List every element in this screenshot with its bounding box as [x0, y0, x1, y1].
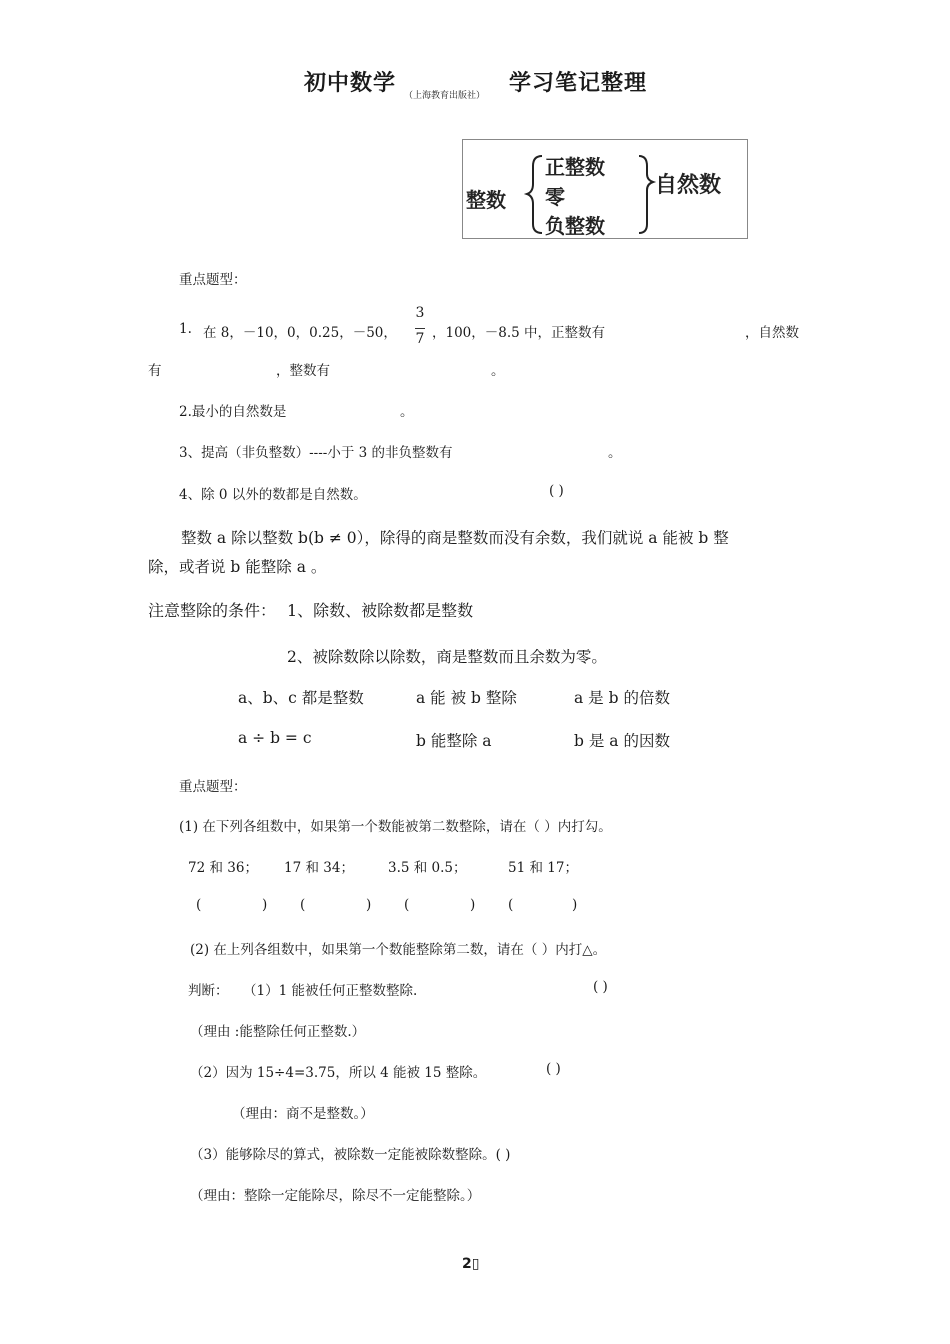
blank-open-paren: (	[404, 897, 410, 913]
judge-2-text: （2）因为 15÷4=3.75，所以 4 能被 15 整除。	[190, 1065, 487, 1081]
q2-end: 。	[400, 404, 414, 420]
blank-open-paren: (	[196, 897, 202, 913]
judge-2-paren: ( )	[546, 1061, 561, 1077]
number-pair: 72 和 36；	[188, 860, 258, 876]
fraction-numerator: 3	[415, 305, 425, 321]
number-pair: 17 和 34；	[284, 860, 354, 876]
diagram-whole-label: 整数	[466, 188, 506, 212]
diagram-item-negative: 负整数	[545, 214, 605, 238]
judge-3-reason: （理由：整除一定能除尽，除尽不一定能整除。）	[190, 1188, 481, 1204]
blank-open-paren: (	[508, 897, 514, 913]
blank-open-paren: (	[300, 897, 306, 913]
blank-close-paren: )	[470, 897, 476, 913]
integer-classification-diagram	[462, 139, 748, 239]
judge-1-text: （1）1 能被任何正整数整除.	[243, 983, 418, 999]
q1-natural-label: ，自然数	[745, 325, 799, 341]
judge-1-reason: （理由 :能整除任何正整数.）	[190, 1024, 366, 1040]
relation-r2-c1: a ÷ b = c	[238, 729, 312, 747]
q1-tail-text: ，100，－8.5 中，正整数有	[432, 325, 606, 341]
definition-line-1: 整数 a 除以整数 b(b ≠ 0），除得的商是整数而没有余数，我们就说 a 能被 b 整	[181, 529, 729, 547]
blank-close-paren: )	[262, 897, 268, 913]
page-number: 2▯	[462, 1256, 480, 1272]
publisher-subtitle: （上海教育出版社）	[404, 91, 486, 101]
q1-lead-text: 在 8，－10，0，0.25，－50，	[203, 325, 397, 341]
conditions-heading: 注意整除的条件：	[148, 601, 277, 620]
title-left: 初中数学	[304, 71, 397, 96]
q1-number: 1.	[179, 321, 192, 337]
q3-end: 。	[608, 445, 622, 461]
diagram-item-positive: 正整数	[545, 155, 605, 179]
q2-text: 2.最小的自然数是	[179, 404, 287, 420]
number-pair: 3.5 和 0.5；	[388, 860, 467, 876]
section-heading: 重点题型：	[179, 272, 247, 288]
condition-2: 2、被除数除以除数，商是整数而且余数为零。	[287, 648, 607, 666]
relation-r1-c2: a 能 被 b 整除	[416, 689, 517, 707]
diagram-item-zero: 零	[545, 185, 565, 209]
fraction-denominator: 7	[415, 331, 425, 347]
judge-2-reason: （理由：商不是整数。）	[232, 1106, 374, 1122]
exercise-2-prompt: (2) 在上列各组数中，如果第一个数能整除第二数，请在（ ）内打△。	[190, 942, 607, 958]
exercise-1-prompt: (1) 在下列各组数中，如果第一个数能被第二数整除，请在（ ）内打勾。	[179, 819, 612, 835]
judge-3-text: （3）能够除尽的算式，被除数一定能被除数整除。( )	[190, 1147, 511, 1163]
definition-line-2: 除，或者说 b 能整除 a 。	[148, 558, 327, 576]
relation-r2-c2: b 能整除 a	[416, 732, 492, 750]
q4-answer-paren: ( )	[549, 483, 564, 499]
diagram-natural-label: 自然数	[655, 173, 722, 198]
q1-line2-start: 有	[148, 363, 162, 379]
blank-close-paren: )	[366, 897, 372, 913]
title-right: 学习笔记整理	[509, 71, 648, 96]
q1-end: 。	[491, 363, 505, 379]
relation-r1-c3: a 是 b 的倍数	[574, 689, 670, 707]
judge-label: 判断：	[188, 983, 229, 999]
blank-close-paren: )	[572, 897, 578, 913]
fraction-bar	[415, 328, 425, 329]
relation-r2-c3: b 是 a 的因数	[574, 732, 670, 750]
condition-1: 1、除数、被除数都是整数	[287, 601, 474, 620]
number-pair: 51 和 17；	[508, 860, 578, 876]
judge-1-paren: ( )	[593, 979, 608, 995]
q3-text: 3、提高（非负整数）----小于 3 的非负整数有	[179, 445, 453, 461]
q4-text: 4、除 0 以外的数都是自然数。	[179, 487, 367, 503]
relation-r1-c1: a、b、c 都是整数	[238, 689, 364, 707]
q1-integer-label: ，整数有	[276, 363, 330, 379]
section-heading: 重点题型：	[179, 779, 247, 795]
